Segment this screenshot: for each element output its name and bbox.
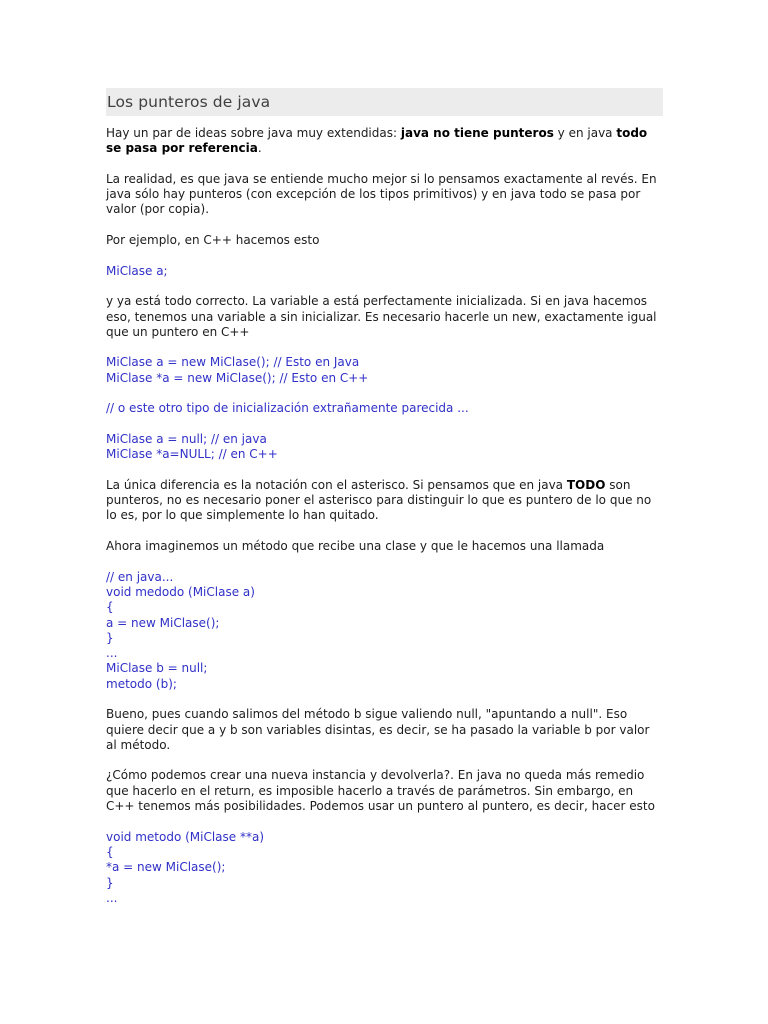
article <box>106 88 663 921</box>
code-block-3 <box>106 401 663 416</box>
paragraph-reality: La realidad, es que java se entiende mucho mejor si lo pensamos exactamente al revés. En java sólo hay punteros (con excepción de los tipos primitivos) y en java todo se pasa por valor (por copia). <box>106 171 657 217</box>
code-line: MiClase b = null; <box>106 661 208 676</box>
code-line: MiClase a = null; // en java <box>106 431 267 446</box>
code-block-1 <box>106 264 663 279</box>
page-title: Los punteros de java <box>107 93 271 111</box>
code-line: } <box>106 630 114 645</box>
paragraph-example: Por ejemplo, en C++ hacemos esto <box>106 233 320 248</box>
intro-text-a: Hay un par de ideas sobre java muy extendidas: <box>106 126 401 140</box>
code-block-4 <box>106 432 663 463</box>
intro-text-d: . <box>257 141 262 156</box>
code-line: MiClase a; <box>106 263 168 278</box>
code-line: void medodo (MiClase a) <box>106 584 255 599</box>
code-block-2 <box>106 355 663 386</box>
code-line: ... <box>106 890 118 905</box>
code-block-6 <box>106 830 663 906</box>
code-line: { <box>106 600 114 615</box>
code-line: // en java... <box>106 569 174 584</box>
difference-text-c: son punteros, no es necesario poner el asterisco para distinguir lo que es puntero de lo que no lo es, por lo que simplemente lo han quitado. <box>106 477 652 523</box>
code-line: { <box>106 844 114 859</box>
paragraph-method: Ahora imaginemos un método que recibe una clase y que le hacemos una llamada <box>106 539 605 554</box>
code-line: MiClase a = new MiClase(); // Esto en Java <box>106 355 360 370</box>
code-line: MiClase *a=NULL; // en C++ <box>106 447 278 462</box>
paragraph-null: Bueno, pues cuando salimos del método b sigue valiendo null, "apuntando a null". Eso quiere decir que a y b son variables disintas, es decir, se ha pasado la variable b por valor al método. <box>106 707 650 752</box>
code-line: ... <box>106 646 118 661</box>
difference-bold: TODO <box>566 477 606 492</box>
paragraph-difference <box>106 478 663 524</box>
intro-text-c: y en java <box>553 126 617 140</box>
code-line: metodo (b); <box>106 676 177 691</box>
title-bar <box>106 88 663 116</box>
code-line: *a = new MiClase(); <box>106 860 226 875</box>
code-line: a = new MiClase(); <box>106 615 220 630</box>
paragraph-intro <box>106 126 663 157</box>
code-line: MiClase *a = new MiClase(); // Esto en C++ <box>106 370 369 385</box>
paragraph-explanation: y ya está todo correcto. La variable a está perfectamente inicializada. Si en java hacemos eso, tenemos una variable a sin inicializar. Es necesario hacerle un new, exactamente igual que un puntero en C++ <box>106 294 657 339</box>
paragraph-instance: ¿Cómo podemos crear una nueva instancia y devolverla?. En java no queda más remedio que hacerlo en el return, es imposible hacerlo a través de parámetros. Sin embargo, en C++ tenemos más posibilidades. Podemos usar un puntero al puntero, es decir, hacer esto <box>106 768 655 814</box>
code-line: void metodo (MiClase **a) <box>106 829 265 844</box>
difference-text-a: La única diferencia es la notación con el asterisco. Si pensamos que en java <box>106 477 567 492</box>
code-line: // o este otro tipo de inicialización extrañamente parecida ... <box>106 401 469 416</box>
code-line: } <box>106 875 114 890</box>
intro-bold-2: todo se pasa por referencia <box>106 126 648 156</box>
code-block-5 <box>106 570 663 692</box>
intro-bold-1: java no tiene punteros <box>400 126 554 140</box>
